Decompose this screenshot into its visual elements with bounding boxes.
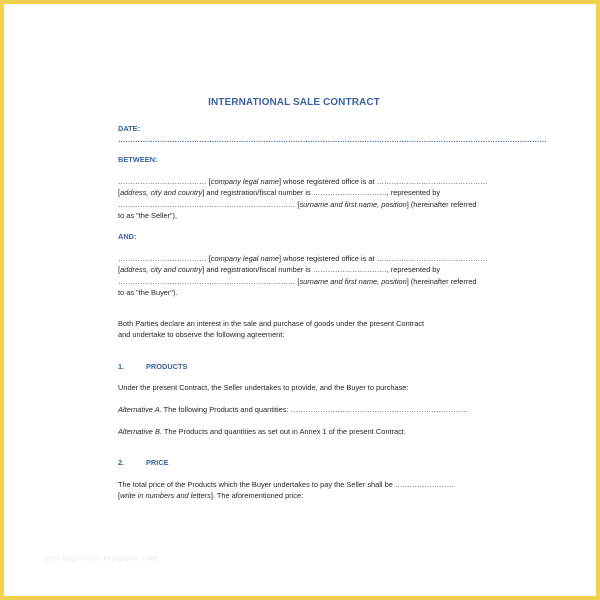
alternative-b xyxy=(118,426,470,437)
seller-line-1: ……………………………… [company legal name] whose registered office is at ……………………………………… xyxy=(118,177,488,186)
seller-line-3: ……………………………………………………………… [surname and first name, position] (hereinafter referred xyxy=(118,199,477,209)
section-2-text xyxy=(118,479,470,502)
section-1-heading xyxy=(118,361,470,373)
watermark: free-legalform-template.com xyxy=(44,553,159,563)
between-heading: BETWEEN: xyxy=(118,155,158,164)
section-1-text xyxy=(118,382,470,393)
intro-line-2: and undertake to observe the following agreement: xyxy=(118,330,285,340)
seller-paragraph xyxy=(118,176,488,222)
section-2-line-1: The total price of the Products which the Buyer undertakes to pay the Seller shall be …………………… xyxy=(118,480,455,489)
alternative-a-label: Alternative A. xyxy=(118,405,162,414)
seller-line-2: [address, city and country] and registration/fiscal number is …………………………, represented by xyxy=(118,188,441,198)
section-2-title: PRICE xyxy=(146,458,169,467)
section-1-number: 1. xyxy=(118,362,125,371)
section-1-line: Under the present Contract, the Seller undertakes to provide, and the Buyer to purchase: xyxy=(118,383,409,392)
section-2-heading xyxy=(118,457,470,469)
section-1-title: PRODUCTS xyxy=(146,362,188,371)
section-2-line-2: [write in numbers and letters]. The aforementioned price: xyxy=(118,491,304,501)
and-heading: AND: xyxy=(118,232,137,241)
section-2-number: 2. xyxy=(118,458,125,467)
alternative-a xyxy=(118,404,470,415)
alternative-b-text: The Products and quantities as set out in Annex 1 of the present Contract. xyxy=(161,427,406,436)
intro-line-1: Both Parties declare an interest in the sale and purchase of goods under the present Contract xyxy=(118,319,425,328)
alternative-a-text: The following Products and quantities: ……………………………………………………………… xyxy=(161,405,468,414)
document-page xyxy=(4,4,596,596)
document-title: INTERNATIONAL SALE CONTRACT xyxy=(208,97,380,108)
intro-paragraph xyxy=(118,318,470,341)
seller-line-4: to as "the Seller"), xyxy=(118,211,178,221)
buyer-line-4: to as "the Buyer"). xyxy=(118,288,178,298)
date-line: DATE: ………………………………………………………………………………………………………………………………………………………… xyxy=(118,124,547,145)
alternative-b-label: Alternative B. xyxy=(118,427,162,436)
buyer-line-3: ……………………………………………………………… [surname and first name, position] (hereinafter referred xyxy=(118,276,477,286)
buyer-line-2: [address, city and country] and registration/fiscal number is …………………………, represented by xyxy=(118,265,441,275)
buyer-paragraph xyxy=(118,253,488,299)
buyer-line-1: ……………………………… [company legal name] whose registered office is at ……………………………………… xyxy=(118,254,488,263)
